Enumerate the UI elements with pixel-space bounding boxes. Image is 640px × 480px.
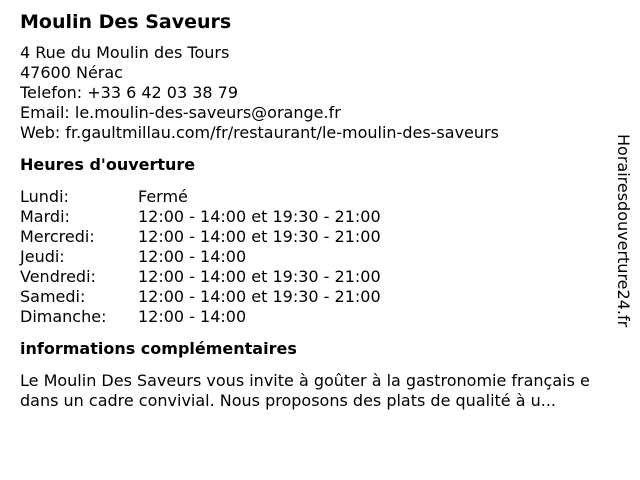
- hours-table: [20, 187, 620, 327]
- hours-row-mardi: [20, 207, 620, 227]
- email-address[interactable]: Email: le.moulin-des-saveurs@orange.fr: [20, 103, 341, 122]
- hours-row-jeudi: [20, 247, 620, 267]
- brand-watermark: [614, 134, 632, 344]
- hours-row-lundi: [20, 187, 620, 207]
- address-street: 4 Rue du Moulin des Tours: [20, 43, 230, 62]
- day-hours: 12:00 - 14:00 et 19:30 - 21:00: [138, 207, 381, 226]
- day-label: Jeudi:: [20, 247, 65, 266]
- phone-number[interactable]: Telefon: +33 6 42 03 38 79: [20, 83, 239, 102]
- day-label: Mercredi:: [20, 227, 95, 246]
- day-hours: 12:00 - 14:00: [138, 247, 247, 266]
- hours-row-vendredi: [20, 267, 620, 287]
- address-city: 47600 Nérac: [20, 63, 123, 82]
- day-label: Samedi:: [20, 287, 86, 306]
- day-label: Mardi:: [20, 207, 70, 226]
- day-hours: 12:00 - 14:00 et 19:30 - 21:00: [138, 267, 381, 286]
- day-hours: 12:00 - 14:00: [138, 307, 247, 326]
- day-label: Dimanche:: [20, 307, 107, 326]
- day-hours: Fermé: [138, 187, 188, 206]
- info-description: Le Moulin Des Saveurs vous invite à goûter à la gastronomie français e dans un cadre convivial. Nous proposons des plats de qualité à u...: [20, 371, 590, 410]
- hours-row-dimanche: [20, 307, 620, 327]
- restaurant-name: Moulin Des Saveurs: [20, 11, 232, 33]
- day-label: Vendredi:: [20, 267, 96, 286]
- day-hours: 12:00 - 14:00 et 19:30 - 21:00: [138, 227, 381, 246]
- contact-block: [20, 43, 620, 143]
- hours-row-mercredi: [20, 227, 620, 247]
- restaurant-card: [20, 10, 620, 411]
- website-link[interactable]: Web: fr.gaultmillau.com/fr/restaurant/le-moulin-des-saveurs: [20, 123, 499, 142]
- brand-watermark-text: Horairesdouverture24.fr: [614, 134, 633, 328]
- day-label: Lundi:: [20, 187, 69, 206]
- hours-heading: Heures d'ouverture: [20, 155, 196, 174]
- day-hours: 12:00 - 14:00 et 19:30 - 21:00: [138, 287, 381, 306]
- info-heading: informations complémentaires: [20, 339, 297, 358]
- hours-row-samedi: [20, 287, 620, 307]
